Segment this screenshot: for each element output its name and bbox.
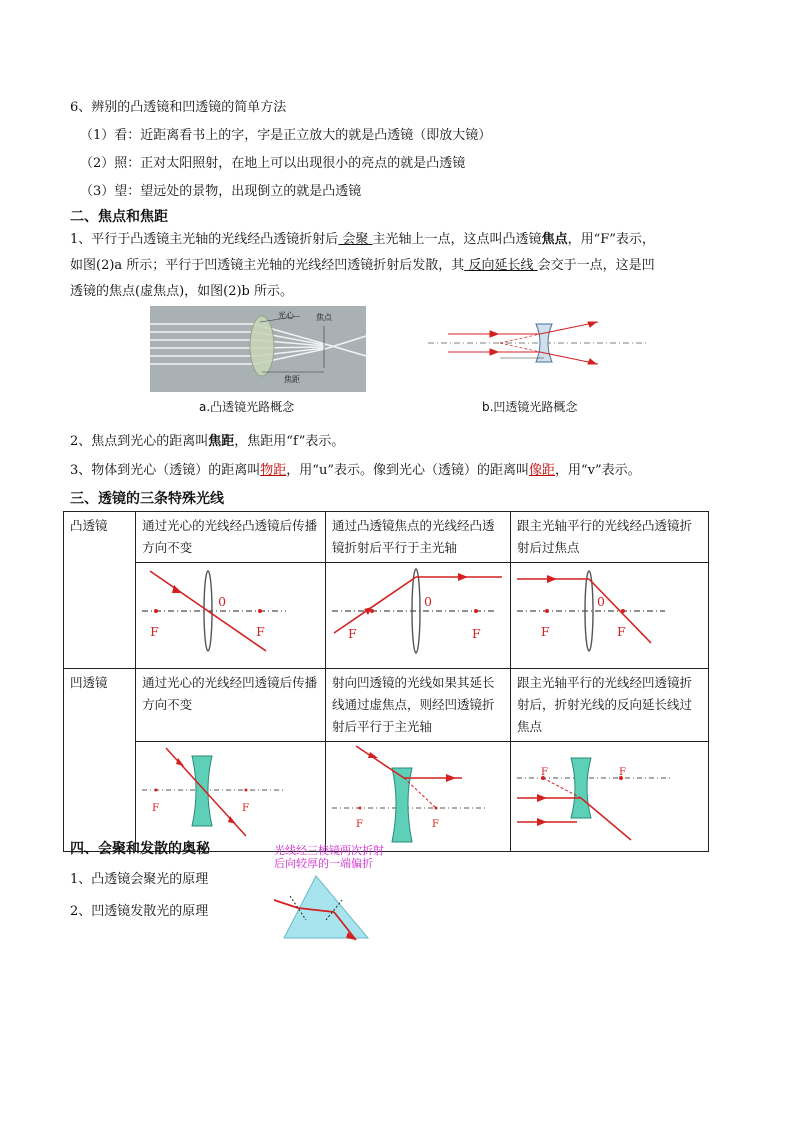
- prism-note-line-2: 后向较厚的一端偏折: [274, 857, 373, 870]
- text: ，用“v”表示。: [554, 463, 641, 478]
- caption-a: a.凸透镜光路概念: [199, 400, 295, 414]
- sec2-q3: [70, 459, 641, 478]
- sec2-q2: [70, 430, 344, 449]
- convex-diagram-2: [326, 563, 511, 669]
- focus-label-right: F: [617, 624, 626, 639]
- row-label-convex: 凸透镜: [64, 512, 136, 669]
- caption-b: b.凹透镜光路概念: [482, 400, 578, 414]
- image-distance-term: 像距: [528, 463, 555, 478]
- focus-term: 焦点: [541, 232, 568, 247]
- label-optical-center: 光心: [278, 311, 294, 320]
- optical-center-label: 0: [424, 594, 432, 609]
- focus-label-left: F: [348, 626, 357, 641]
- text: ，用“F”表示，: [567, 232, 655, 247]
- sec4-heading: 四、会聚和发散的奥秘: [70, 841, 210, 857]
- focus-label-right: F: [472, 626, 481, 641]
- blank-1: 会聚: [338, 232, 373, 247]
- text: ，焦距用“f”表示。: [234, 434, 345, 449]
- convex-rule-1: 通过光心的光线经凸透镜后传播方向不变: [136, 512, 326, 563]
- sec4-item-1: 1、凸透镜会聚光的原理: [70, 872, 209, 887]
- text: 主光轴上一点，这点叫凸透镜: [372, 232, 542, 247]
- sec2-heading: 二、焦点和焦距: [70, 209, 168, 225]
- prism-diagram: [272, 844, 388, 946]
- focus-label-left: F: [541, 624, 550, 639]
- concave-diagram-1: [136, 742, 326, 852]
- blank-2: 反向延长线: [464, 258, 538, 273]
- sec6-item-3: （3）望：望远处的景物，出现倒立的就是凸透镜: [80, 184, 362, 199]
- convex-lens-photo: [150, 306, 366, 392]
- convex-diagram-1: [136, 563, 326, 669]
- sec4-item-2: 2、凹透镜发散光的原理: [70, 904, 209, 919]
- row-label-concave: 凹透镜: [64, 669, 136, 852]
- concave-lens-diagram: [428, 318, 648, 368]
- focus-label-left: F: [152, 803, 160, 814]
- sec2-para-line2: [70, 254, 655, 273]
- text: ，用“u”表示。像到光心（透镜）的距离叫: [286, 463, 529, 478]
- label-focal-length: 焦距: [284, 375, 300, 384]
- sec2-para-line3: 透镜的焦点(虚焦点)，如图(2)b 所示。: [70, 284, 294, 299]
- sec6-item-2: （2）照：正对太阳照射，在地上可以出现很小的亮点的就是凸透镜: [80, 156, 466, 171]
- text: 会交于一点，这是凹: [537, 258, 655, 273]
- concave-rule-2: 射向凹透镜的光线如果其延长线通过虚焦点，则经凹透镜折射后平行于主光轴: [326, 669, 511, 742]
- label-focus: 焦点: [316, 313, 332, 322]
- optical-center-label: 0: [218, 594, 227, 609]
- text: 1、平行于凸透镜主光轴的光线经凸透镜折射后: [70, 232, 339, 247]
- text: 3、物体到光心（透镜）的距离叫: [70, 463, 261, 478]
- special-rays-table: [63, 511, 709, 852]
- sec3-heading: 三、透镜的三条特殊光线: [70, 491, 224, 507]
- focus-label-right: F: [619, 767, 626, 778]
- convex-diagram-3: [511, 563, 709, 669]
- optical-center-label: 0: [597, 594, 605, 609]
- focus-label-right: F: [432, 819, 439, 830]
- focus-label-right: F: [242, 803, 250, 814]
- convex-rule-3: 跟主光轴平行的光线经凸透镜折射后过焦点: [511, 512, 709, 563]
- sec6-item-1: （1）看：近距离看书上的字，字是正立放大的就是凸透镜（即放大镜）: [80, 128, 492, 143]
- focal-length-term: 焦距: [208, 434, 235, 449]
- concave-rule-3: 跟主光轴平行的光线经凹透镜折射后，折射光线的反向延长线过焦点: [511, 669, 709, 742]
- concave-diagram-3: [511, 742, 709, 852]
- sec6-title: 6、辨别的凸透镜和凹透镜的简单方法: [70, 100, 287, 115]
- focus-label-left: F: [541, 767, 548, 778]
- concave-rule-1: 通过光心的光线经凹透镜后传播方向不变: [136, 669, 326, 742]
- focus-label-right: F: [256, 624, 265, 639]
- convex-rule-2: 通过凸透镜焦点的光线经凸透镜折射后平行于主光轴: [326, 512, 511, 563]
- concave-diagram-2: [326, 742, 511, 852]
- prism-note-line-1: 光线经三棱镜两次折射: [274, 844, 384, 857]
- focus-label-left: F: [356, 819, 363, 830]
- text: 2、焦点到光心的距离叫: [70, 434, 209, 449]
- object-distance-term: 物距: [260, 463, 287, 478]
- focus-label-left: F: [150, 624, 159, 639]
- text: 如图(2)a 所示；平行于凹透镜主光轴的光线经凹透镜折射后发散，其: [70, 258, 465, 273]
- sec2-para-line1: [70, 228, 655, 247]
